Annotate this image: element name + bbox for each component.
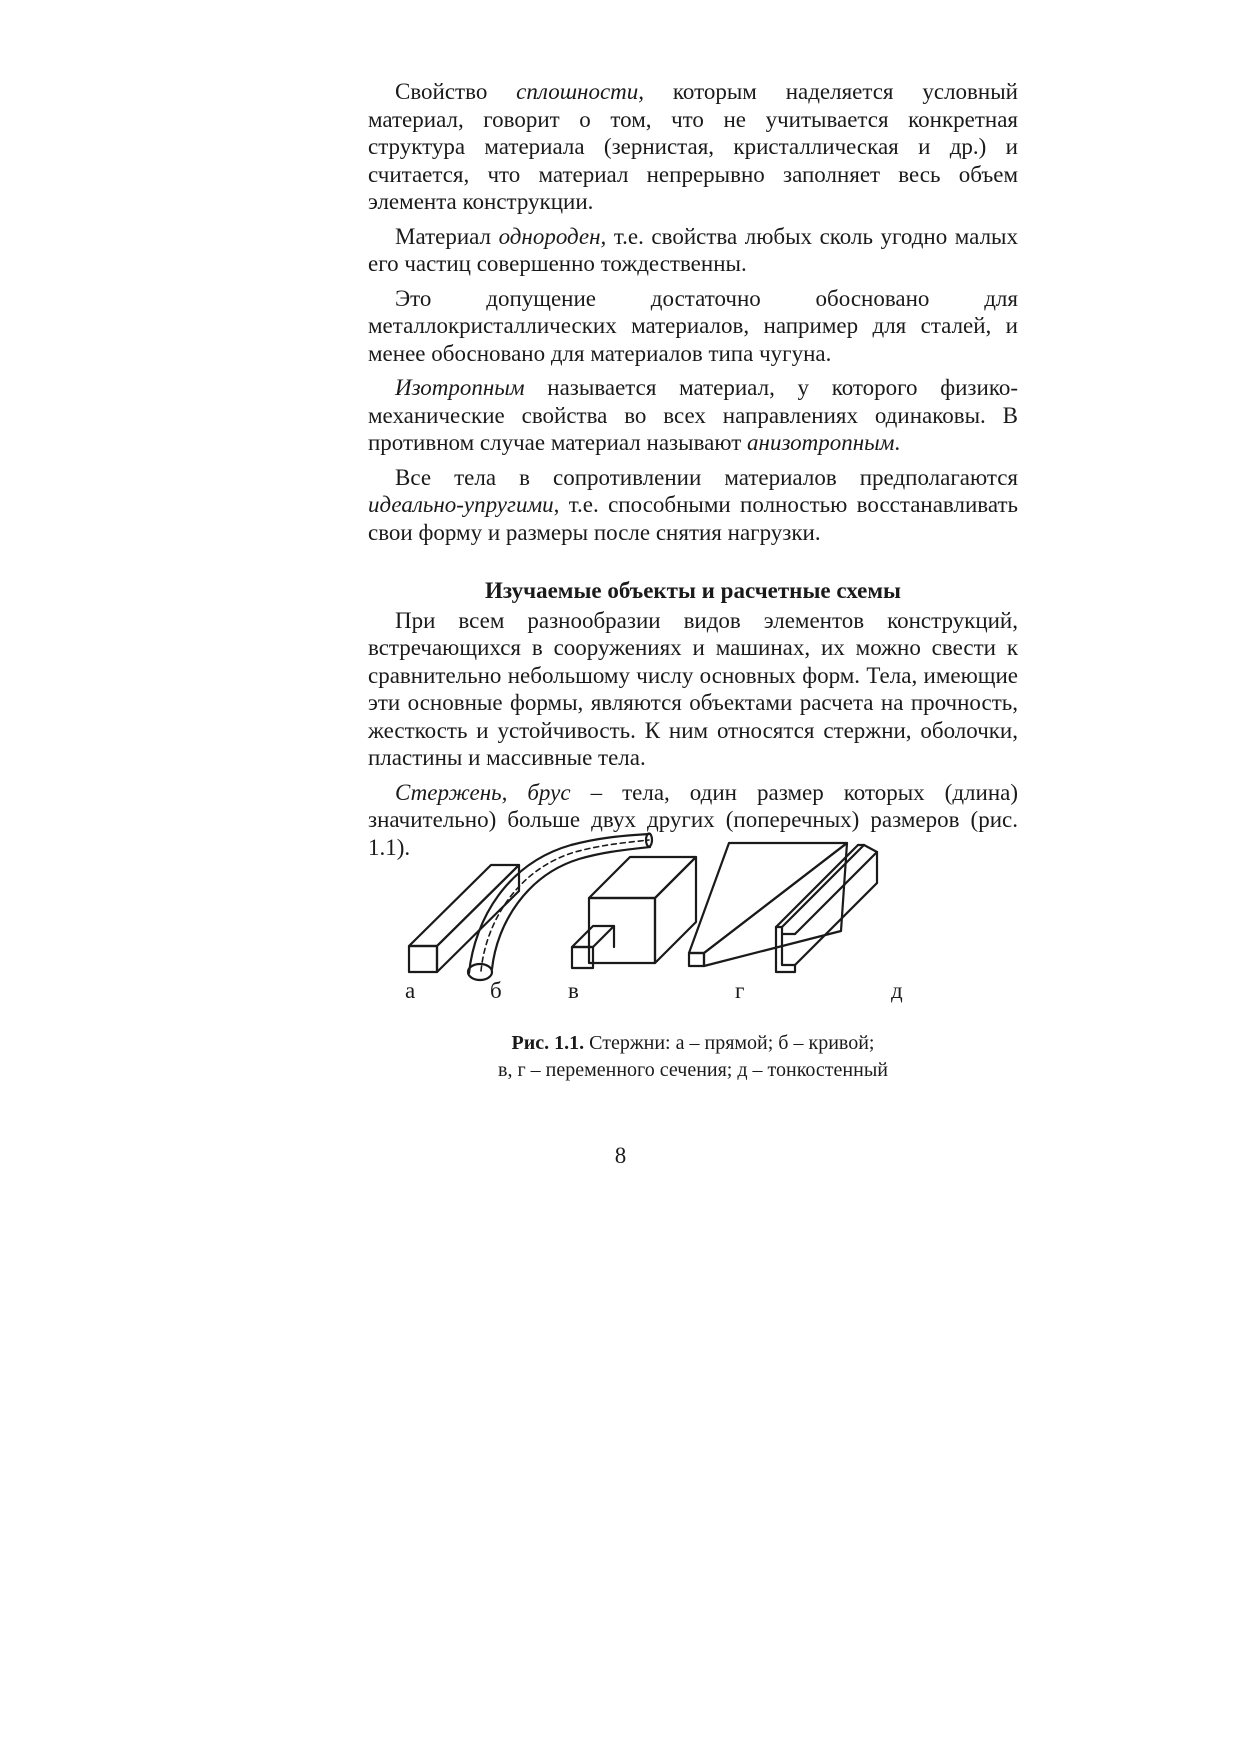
paragraph-rod: Стержень, брус – тела, один размер которых (длина) значительно) больше двух других (поперечных) размеров (рис. 1.1). bbox=[368, 779, 1018, 860]
figure-label-g: г bbox=[735, 978, 745, 1003]
body-text bbox=[368, 78, 1018, 861]
page-number: 8 bbox=[614, 1143, 627, 1168]
paragraph-objects: При всем разнообразии видов элементов конструкций, встречающихся в сооружениях и машинах, их можно свести к сравнительно небольшому числу основных форм. Тела, имеющие эти основные формы, являются объектами расчета на прочность, жесткость и устойчивость. К ним относятся стержни, оболочки, пластины и массивные тела. bbox=[368, 607, 1018, 770]
figure-label-v: в bbox=[568, 978, 579, 1003]
paragraph-continuity: Свойство сплошности, которым наделяется условный материал, говорит о том, что не учитывается конкретная структура материала (зернистая, кристаллическая и др.) и считается, что материал непрерывно заполняет весь объем элемента конструкции. bbox=[368, 79, 1018, 214]
stepped-rod-drawing bbox=[572, 857, 696, 968]
paragraph-elasticity: Все тела в сопротивлении материалов предполагаются идеально-упругими, т.е. способными полностью восстанавливать свои форму и размеры после снятия нагрузки. bbox=[368, 464, 1018, 545]
figure-rods bbox=[393, 823, 993, 1023]
figure-caption bbox=[368, 1030, 1018, 1084]
paragraph-homogeneity: Материал однороден, т.е. свойства любых сколь угодно малых его частиц совершенно тождественны. bbox=[368, 223, 1018, 276]
channel-rod-drawing bbox=[776, 845, 877, 972]
rods-illustration bbox=[393, 823, 993, 993]
straight-rod-drawing bbox=[409, 865, 519, 972]
caption-line-2: в, г – переменного сечения; д – тонкостенный bbox=[498, 1059, 888, 1081]
figure-label-a: а bbox=[405, 978, 416, 1003]
figure-label-b: б bbox=[490, 978, 502, 1003]
section-heading: Изучаемые объекты и расчетные схемы bbox=[484, 578, 902, 603]
paragraph-assumption: Это допущение достаточно обосновано для металлокристаллических материалов, например для сталей, и менее обосновано для материалов типа чугуна. bbox=[368, 285, 1018, 366]
caption-line-1: Рис. 1.1. Стержни: а – прямой; б – кривой; bbox=[511, 1032, 875, 1054]
curved-rod-drawing bbox=[468, 834, 652, 981]
figure-label-d: д bbox=[891, 978, 903, 1003]
paragraph-isotropy: Изотропным называется материал, у которого физико-механические свойства во всех направлениях одинаковы. В противном случае материал называют анизотропным. bbox=[368, 375, 1018, 455]
